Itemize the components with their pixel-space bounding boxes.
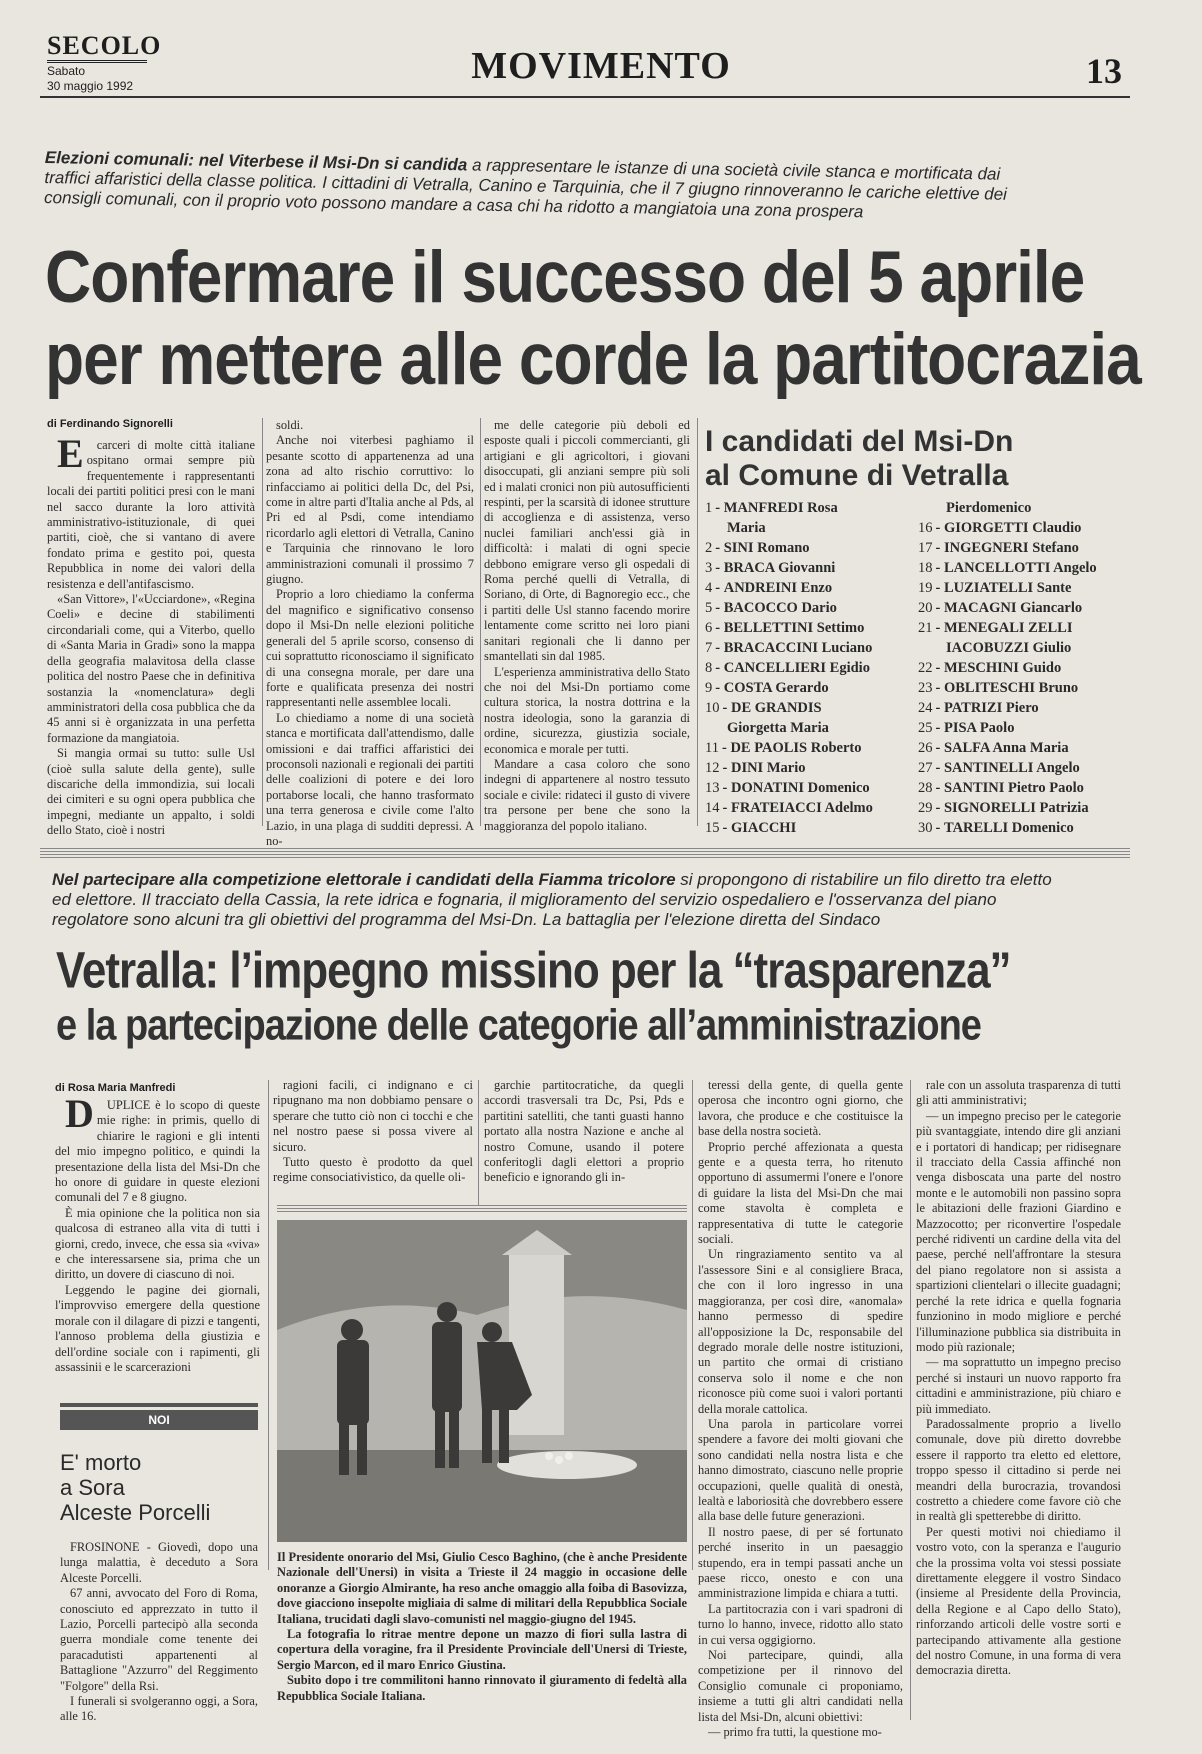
candidate-entry: 15 - GIACCHI	[705, 820, 797, 836]
section-separator	[40, 848, 1130, 860]
article2-kicker	[52, 870, 1052, 930]
candidate-entry: 24 - PATRIZI Piero	[918, 700, 1039, 716]
candidate-entry: 7 - BRACACCINI Luciano	[705, 640, 873, 656]
candidates-title-line2: al Comune di Vetralla	[705, 459, 1009, 492]
candidate-entry: 30 - TARELLI Domenico	[918, 820, 1074, 836]
photo-top-rule	[277, 1205, 687, 1213]
candidate-entry: 12 - DINI Mario	[705, 760, 806, 776]
candidates-title-line1: I candidati del Msi-Dn	[705, 425, 1014, 458]
candidate-entry: 26 - SALFA Anna Maria	[918, 740, 1069, 756]
candidate-entry: 2 - SINI Romano	[705, 540, 810, 556]
column-divider	[692, 1080, 693, 1570]
caption-paragraph: La fotografia lo ritrae mentre depone un mazzo di fiori sulla lastra di copertura della voragine, fra il Presidente Provinciale dell'Unersi di Trieste, Sergio Marcon, ed il maro Enrico Giustina.	[277, 1627, 687, 1672]
paragraph: Proprio perché affezionata a questa gente e a questa terra, ho ritenuto opportuno di assumermi l'onere e l'onore di guidare la lista del Msi-Dn che mai come stavolta è completa e rappresentativa di tutte le categorie sociali.	[698, 1139, 903, 1247]
candidate-entry: 10 - DE GRANDIS	[705, 700, 822, 716]
paragraph: Anche noi viterbesi paghiamo il pesante scotto di appartenenza ad una zona ad alto rischio corruttivo: lo rinfacciamo ai politici della Dc, del Psi, come in altre parti d'Italia anche al Pds, al Pri ed al Psdi, come intendiamo ricordarlo agli elettori di Vetralla, Canino e Tarquinia che rinnovano le loro amministrazioni comunali il prossimo 7 giugno.	[266, 433, 474, 587]
paragraph: Tutto questo è prodotto da quel regime consociativistico, da quelle oli-	[273, 1155, 473, 1185]
column-divider	[697, 418, 698, 826]
paragraph: «San Vittore», l'«Ucciardone», «Regina Coeli» e decine di stabilimenti circondariali come, qui a Viterbo, quello di «Santa Maria in Gradi» sono la mappa della geografia malavitosa della classe politica del nostro Paese che in definitiva sostanzia la «nomenclatura» degli amministratori della cosa pubblica che da 45 anni si è organizzata in una perfetta formazione da mangiatoia.	[47, 592, 255, 745]
candidate-entry: Pierdomenico	[946, 500, 1032, 516]
paragraph: Un ringraziamento sentito va al l'assessore Sini e al consigliere Braca, che con il loro ingresso in una maggioranza, per così dire, «anomala» hanno permesso di spedire all'opposizione la Dc, responsabile del degrado morale delle nostre istituzioni, un partito che ormai di cristiano conserva solo il nome e che non riconosce più come suoi i valori portanti della morale cattolica.	[698, 1247, 903, 1416]
article1-column-1	[47, 431, 255, 838]
paragraph: La partitocrazia con i vari spadroni di turno lo hanno, invece, ridotto allo stato in cui versa oggigiorno.	[698, 1601, 903, 1647]
article2-headline-line2: e la partecipazione delle categorie all’amministrazione	[56, 1001, 981, 1050]
candidates-list-left	[705, 498, 920, 838]
paragraph: È mia opinione che la politica non sia qualcosa di estraneo alla vita di tutti i giorni, credo, invece, che essa sia «viva» e che interessarsene sia, prima che un diritto, un dovere di ciascuno di noi.	[55, 1205, 260, 1282]
article2-column-2	[273, 1078, 473, 1200]
paragraph: ragioni facili, ci indignano e ci ripugnano ma non dobbiamo pensare o sperare che tutto ciò non ci tocchi e che nel nostro paese si possa vivere al sicuro.	[273, 1078, 473, 1154]
candidate-entry: Maria	[727, 520, 766, 536]
article2-headline-line1: Vetralla: l’impegno missino per la “trasparenza”	[56, 942, 1011, 999]
noi-headline-line3: Alceste Porcelli	[60, 1500, 211, 1525]
candidate-entry: 14 - FRATEIACCI Adelmo	[705, 800, 873, 816]
article1-headline-line1: Confermare il successo del 5 aprile	[45, 235, 1085, 319]
article1-headline-line2: per mettere alle corde la partitocrazia	[45, 317, 1141, 401]
paragraph: — un impegno preciso per le categorie più svantaggiate, intendo dire gli anziani e i portatori di handicap; per ridisegnare il tracciato della Cassia affinché non venga disboscata una parte del nostro monte e le automobili non passino sopra le abitazioni delle frazioni Giardino e Mazzocotto; per riconvertire l'ospedale perché ridiventi un cardine della vita del paese, perché nell'affrontare la stesura del piano regolatore non si assista a spartizioni clientelari o illecite guadagni; perché la rete idrica e quella fognaria funzionino in modo migliore e perché l'illuminazione pubblica sia distribuita in modo più razionale;	[916, 1108, 1121, 1354]
paragraph: Una parola in particolare vorrei spendere a favore dei molti giovani che sono candidati nella nostra lista e che hanno dimostrato, ciascuno nelle proprie occupazioni, quelle qualità di onestà, lealtà e laboriosità che dovrebbero essere alla base delle future generazioni.	[698, 1416, 903, 1524]
paragraph: FROSINONE - Giovedì, dopo una lunga malattia, è deceduto a Sora Alceste Porcelli.	[60, 1540, 258, 1585]
candidate-entry: 16 - GIORGETTI Claudio	[918, 520, 1082, 536]
candidate-entry: 17 - INGEGNERI Stefano	[918, 540, 1079, 556]
candidate-entry: 18 - LANCELLOTTI Angelo	[918, 560, 1097, 576]
noi-section-bar: NOI	[60, 1410, 258, 1430]
candidate-entry: 9 - COSTA Gerardo	[705, 680, 829, 696]
header-rule	[40, 96, 1130, 98]
column-divider	[910, 1080, 911, 1720]
paragraph: Paradossalmente proprio a livello comunale, dove più diretto dovrebbe essere il rapporto tra eletto ed elettore, troppo spesso il cittadino si perde nei meandri della burocrazia, trovandosi costretto a chiedere come favore ciò che in realtà gli spetterebbe di diritto.	[916, 1416, 1121, 1524]
news-photo	[277, 1220, 687, 1542]
paragraph: garchie partitocratiche, da quegli accordi trasversali tra Dc, Psi, Pds e partitini satelliti, che tanti guasti hanno portato alla nostra Nazione e anche al nostro Comune, usando il potere conferitogli dagli elettori a proprio beneficio e ignorando gli in-	[484, 1078, 684, 1185]
issue-day: Sabato	[47, 64, 86, 78]
noi-headline-line2: a Sora	[60, 1475, 125, 1500]
photo-image	[277, 1220, 687, 1542]
paragraph: Per questi motivi noi chiediamo il vostro voto, con la speranza e l'augurio che la prossima volta voi stessi possiate direttamente eleggere il vostro Sindaco (insieme al Presidente della Provincia, della Regione e al Capo dello Stato), rinforzando articoli delle vostre sorti e partecipando attivamente alla gestione del nostro Comune, in una forma di vera democrazia diretta.	[916, 1524, 1121, 1678]
column-divider	[478, 1080, 479, 1205]
candidates-list-right	[918, 498, 1133, 838]
candidate-entry: 29 - SIGNORELLI Patrizia	[918, 800, 1089, 816]
paragraph: 67 anni, avvocato del Foro di Roma, conosciuto ed apprezzato in tutto il Lazio, Porcelli partecipò alla seconda guerra mondiale come tenente dei paracadutisti appartenenti al Battaglione "Azzurro" del Reggimento "Folgore" della Rsi.	[60, 1586, 258, 1693]
caption-paragraph: Subito dopo i tre commilitoni hanno rinnovato il giuramento di fedeltà alla Repubblica Sociale Italiana.	[277, 1673, 687, 1703]
article2-column-4	[698, 1078, 903, 1740]
candidate-entry: 21 - MENEGALI ZELLI	[918, 620, 1073, 636]
paragraph: — primo fra tutti, la questione mo-	[708, 1725, 882, 1740]
article2-kicker-bold: Nel partecipare alla competizione elettorale i candidati della Fiamma tricolore	[52, 870, 676, 889]
article1-kicker-rest: a rappresentare le istanze di una società civile stanca e mortificata dai traffici affaristici della classe politica. I cittadini di Vetralla, Canino e Tarquinia, che il 7 giugno rinnoveranno le cariche elettive dei consigli comunali, con il proprio voto possono mandare a casa chi ha ridotto a mangiatoia una zona prospera	[43, 155, 1008, 222]
article2-column-1	[55, 1091, 260, 1396]
candidate-entry: 8 - CANCELLIERI Egidio	[705, 660, 870, 676]
candidate-entry: 1 - MANFREDI Rosa	[705, 500, 838, 516]
candidate-entry: 6 - BELLETTINI Settimo	[705, 620, 865, 636]
article1-column-3	[484, 418, 690, 833]
article1-column-2	[266, 418, 474, 848]
candidate-entry: 19 - LUZIATELLI Sante	[918, 580, 1072, 596]
column-divider	[480, 418, 481, 826]
candidate-entry: 27 - SANTINELLI Angelo	[918, 760, 1080, 776]
paragraph: Lo chiediamo a nome di una società stanca e mortificata dall'attendismo, dalle omissioni e dai traffici affaristici dei proconsoli nazionali e regionali dei partiti delle coalizioni di potere e dei loro portaborse locali, che hanno trasformato una terra generosa e civile come l'alto Lazio, in una plaga di sudditi depressi. A no-	[266, 710, 474, 848]
paragraph: I funerali si svolgeranno oggi, a Sora, alle 16.	[60, 1694, 258, 1724]
candidate-entry: Giorgetta Maria	[727, 720, 829, 736]
noi-rule	[60, 1403, 258, 1407]
page-number: 13	[1086, 51, 1122, 91]
article2-column-5	[916, 1078, 1121, 1716]
newspaper-name: SECOLO	[47, 32, 147, 63]
article2-kicker-rest: si propongono di ristabilire un filo diretto tra eletto ed elettore. Il tracciato della Cassia, la rete idrica e fognaria, il miglioramento del servizio ospedaliero e l'osservanza del piano regolatore sono alcuni tra gli obiettivi del programma del Msi-Dn. La battaglia per l'elezione diretta del Sindaco	[52, 870, 1052, 929]
section-title: MOVIMENTO	[471, 45, 731, 87]
column-divider	[262, 418, 263, 826]
noi-body	[60, 1540, 258, 1724]
paragraph: rale con un assoluta trasparenza di tutti gli atti amministrativi;	[916, 1078, 1121, 1108]
paragraph: Si mangia ormai su tutto: sulle Usl (cioè sulla salute della gente), sulle discariche della immondizia, sui locali dei cimiteri e su ogni opera pubblica che impegni, mediante un appalto, i soldi dello Stato, cioè i nostri	[47, 746, 255, 838]
article2-byline: di Rosa Maria Manfredi	[55, 1082, 176, 1094]
article1-kicker	[44, 148, 1045, 225]
article2-column-3	[484, 1078, 684, 1200]
caption-paragraph: Il Presidente onorario del Msi, Giulio Cesco Baghino, (che è anche Presidente Nazionale dell'Unersi) in visita a Trieste il 24 maggio in occasione delle onoranze a Giorgio Almirante, ha reso anche omaggio alla foiba di Basovizza, dove giacciono insepolte migliaia di salme di militari della Repubblica Sociale Italiana, trucidati dagli slavo-comunisti nel maggio-giugno del 1945.	[277, 1550, 687, 1626]
paragraph: Noi partecipare, quindi, alla competizione per il rinnovo del Consiglio comunale ci proponiamo, insieme a tutti gli altri candidati nella lista del Msi-Dn, alcuni obiettivi:	[698, 1648, 903, 1724]
paragraph: Proprio a loro chiediamo la conferma del magnifico e significativo consenso dopo il Msi-Dn nelle elezioni politiche generali del 5 aprile scorso, consenso di cui soprattutto riconosciamo il significato di una consegna morale, per dare una forte e qualificata presenza dei nostri rappresentanti nelle assemblee locali.	[266, 587, 474, 710]
paragraph: Il nostro paese, di per sé fortunato perché inserito in un paesaggio stupendo, era in tempi passati anche un paese ricco, onesto e con una amministrazione limpida e chiara a tutti.	[698, 1524, 903, 1601]
candidate-entry: 20 - MACAGNI Giancarlo	[918, 600, 1083, 616]
paragraph: teressi della gente, di quella gente operosa che incontro ogni giorno, che lavora, che produce e che costituisce la base della nostra società.	[698, 1078, 903, 1139]
candidate-entry: 23 - OBLITESCHI Bruno	[918, 680, 1079, 696]
candidate-entry: 28 - SANTINI Pietro Paolo	[918, 780, 1084, 796]
candidate-entry: 25 - PISA Paolo	[918, 720, 1015, 736]
issue-date: 30 maggio 1992	[47, 79, 134, 93]
candidate-entry: 22 - MESCHINI Guido	[918, 660, 1062, 676]
photo-caption	[277, 1550, 687, 1704]
candidate-entry: 11 - DE PAOLIS Roberto	[705, 740, 862, 756]
column-divider	[268, 1080, 269, 1570]
noi-headline-line1: E' morto	[60, 1450, 142, 1475]
paragraph: Leggendo le pagine dei giornali, l'improvviso emergere della questione morale con il dilagare di pizzi e tangenti, l'annoso problema della giustizia e dell'ordine sociale con i rapimenti, gli assassinii e le scarcerazioni	[55, 1282, 260, 1374]
paragraph: — ma soprattutto un impegno preciso perché si instauri un nuovo rapporto fra cittadini e amministrazione, più chiaro e più immediato.	[916, 1355, 1121, 1416]
candidate-entry: 13 - DONATINI Domenico	[705, 780, 870, 796]
paragraph: L'esperienza amministrativa dello Stato che noi del Msi-Dn portiamo come cultura storica, la nostra dottrina e la nostra ideologia, sono la garanzia di ordine, sicurezza, giustizia sociale, economica e morale per tutti.	[484, 664, 690, 756]
candidate-entry: IACOBUZZI Giulio	[946, 640, 1072, 656]
paragraph: Ecarceri di molte città italiane ospitano ormai sempre più frequentemente i rappresentanti locali dei partiti politici presi con le mani nel sacco durante la loro attività amministrativo-istituzionale, di quei partiti, cioè, che si vantano di avere fondato prima e gestito poi, questa Repubblica in nome dei valori della resistenza e dell'antifascismo.	[47, 431, 255, 591]
article1-kicker-bold: Elezioni comunali: nel Viterbese il Msi-Dn si candida	[44, 148, 468, 175]
paragraph: soldi.	[276, 418, 304, 432]
candidate-entry: 5 - BACOCCO Dario	[705, 600, 837, 616]
paragraph: me delle categorie più deboli ed esposte quali i piccoli commercianti, gli artigiani e gli agricoltori, i giovani disoccupati, gli anziani sempre più soli ed i malati cronici non più autosufficienti respinti, per la scarsità di idonee strutture di accoglienza e di assistenza, verso nuclei familiari anch'essi già in difficoltà: i malati di ogni specie debbono emigrare verso gli ospedali di Roma perché quelli di Vetralla, di Soriano, di Orte, di Bagnoregio ecc., che i partiti delle Usl stanno facendo morire lentamente come scritto nei loro piani sanitari regionali che li danno per smantellati sin dal 1985.	[484, 418, 690, 664]
paragraph: Mandare a casa coloro che sono indegni di appartenere al nostro tessuto sociale e civile: ridateci il gusto di vivere tra persone per bene che sono la maggioranza del popolo italiano.	[484, 756, 690, 833]
candidate-entry: 3 - BRACA Giovanni	[705, 560, 836, 576]
candidate-entry: 4 - ANDREINI Enzo	[705, 580, 833, 596]
article1-byline: di Ferdinando Signorelli	[47, 418, 173, 430]
paragraph: DUPLICE è lo scopo di queste mie righe: in primis, quello di chiarire le ragioni e gli intenti del mio impegno politico, e quindi la presentazione della lista del Msi-Dn che ho onore di guidare in queste elezioni comunali del 7 e 8 giugno.	[55, 1091, 260, 1205]
